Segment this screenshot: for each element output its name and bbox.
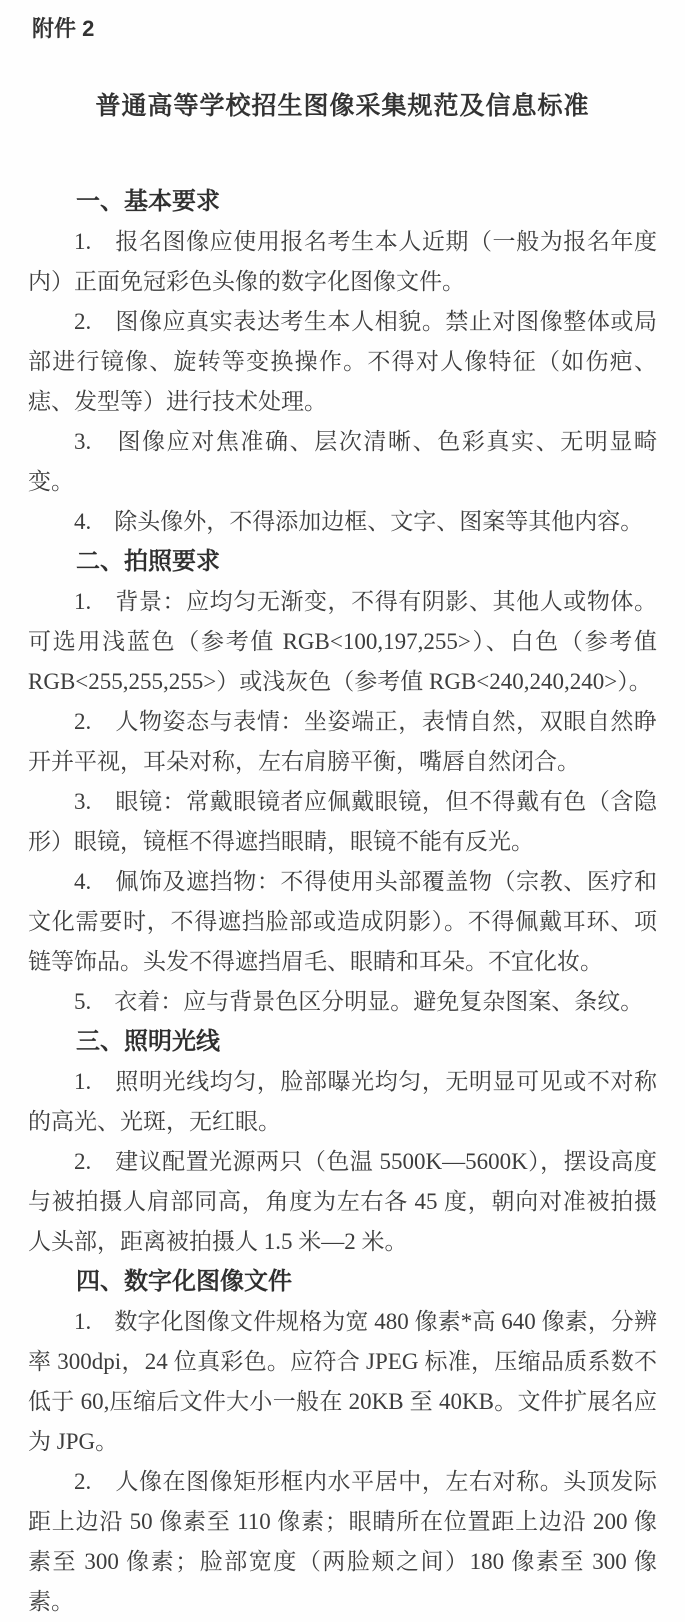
section-photo-requirements (28, 542, 657, 1022)
paragraph: 1. 背景：应均匀无渐变，不得有阴影、其他人或物体。可选用浅蓝色（参考值 RGB<100,197,255>）、白色（参考值 RGB<255,255,255>）或浅灰色（参考值 RGB<240,240,240>）。 (28, 589, 657, 694)
section-heading: 二、拍照要求 (76, 548, 220, 575)
paragraph: 3. 图像应对焦准确、层次清晰、色彩真实、无明显畸变。 (28, 429, 657, 494)
section-heading: 一、基本要求 (76, 188, 220, 215)
paragraph: 2. 建议配置光源两只（色温 5500K—5600K），摆设高度与被拍摄人肩部同高，角度为左右各 45 度，朝向对准被拍摄人头部，距离被拍摄人 1.5 米—2 米。 (28, 1149, 657, 1254)
document-title: 普通高等学校招生图像采集规范及信息标准 (95, 93, 590, 120)
attachment-label: 附件 2 (32, 16, 95, 41)
section-lighting (28, 1022, 657, 1262)
paragraph: 5. 衣着：应与背景色区分明显。避免复杂图案、条纹。 (74, 989, 644, 1014)
paragraph: 4. 除头像外，不得添加边框、文字、图案等其他内容。 (74, 509, 644, 534)
section-digital-image-file (28, 1262, 657, 1622)
paragraph: 1. 数字化图像文件规格为宽 480 像素*高 640 像素，分辨率 300dpi，24 位真彩色。应符合 JPEG 标准，压缩品质系数不低于 60,压缩后文件大小一般在 20KB 至 40KB。文件扩展名应为 JPG。 (28, 1309, 657, 1454)
section-basic-requirements (28, 182, 657, 542)
section-heading: 四、数字化图像文件 (76, 1268, 292, 1295)
paragraph: 4. 佩饰及遮挡物：不得使用头部覆盖物（宗教、医疗和文化需要时，不得遮挡脸部或造成阴影）。不得佩戴耳环、项链等饰品。头发不得遮挡眉毛、眼睛和耳朵。不宜化妆。 (28, 869, 657, 974)
paragraph: 2. 人像在图像矩形框内水平居中，左右对称。头顶发际距上边沿 50 像素至 110 像素；眼睛所在位置距上边沿 200 像素至 300 像素；脸部宽度（两脸颊之间）180 像素至 300 像素。 (28, 1469, 657, 1614)
section-heading: 三、照明光线 (76, 1028, 220, 1055)
paragraph: 2. 人物姿态与表情：坐姿端正，表情自然，双眼自然睁开并平视，耳朵对称，左右肩膀平衡，嘴唇自然闭合。 (28, 709, 657, 774)
document-body (28, 182, 657, 1622)
paragraph: 1. 报名图像应使用报名考生本人近期（一般为报名年度内）正面免冠彩色头像的数字化图像文件。 (28, 229, 657, 294)
paragraph: 3. 眼镜：常戴眼镜者应佩戴眼镜，但不得戴有色（含隐形）眼镜，镜框不得遮挡眼睛，眼镜不能有反光。 (28, 789, 657, 854)
paragraph: 1. 照明光线均匀，脸部曝光均匀，无明显可见或不对称的高光、光斑，无红眼。 (28, 1069, 657, 1134)
paragraph: 2. 图像应真实表达考生本人相貌。禁止对图像整体或局部进行镜像、旋转等变换操作。不得对人像特征（如伤疤、痣、发型等）进行技术处理。 (28, 309, 657, 414)
